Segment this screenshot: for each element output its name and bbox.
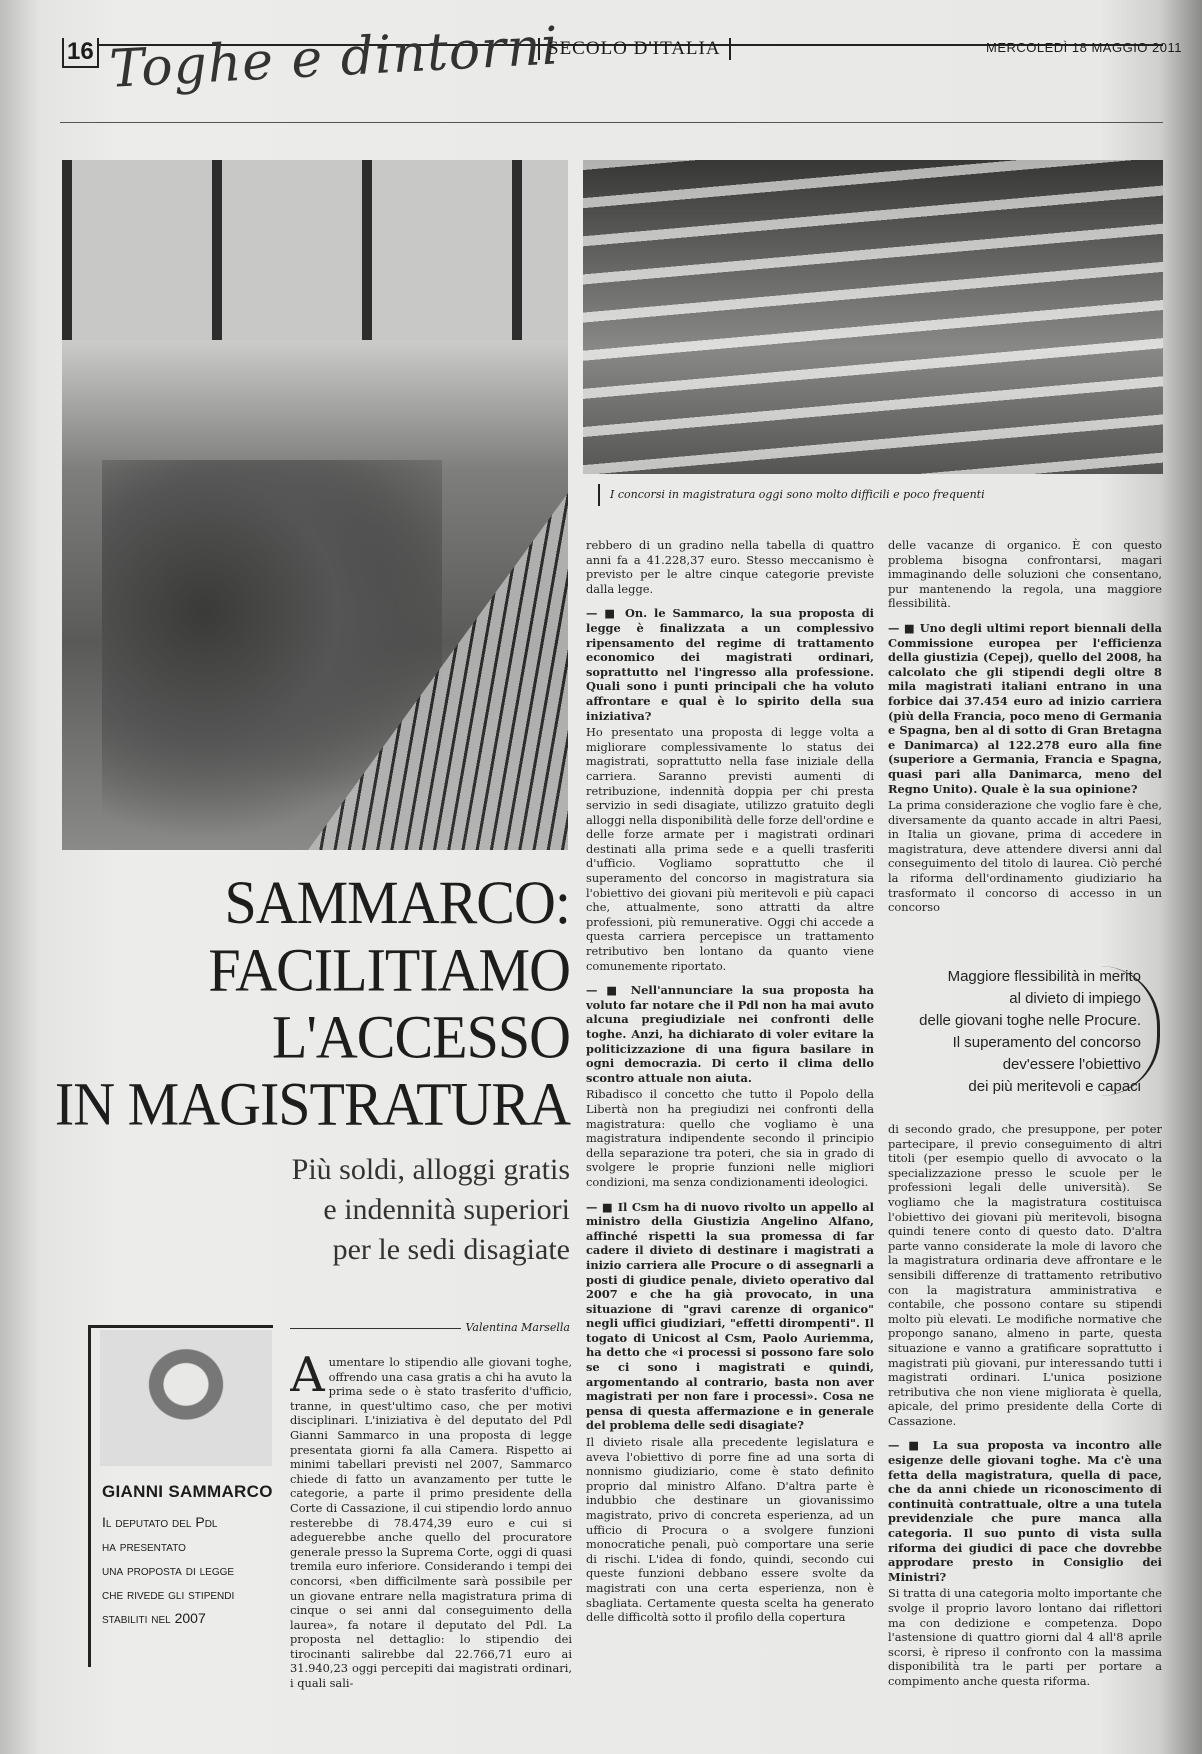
interview-question: — ■ On. le Sammarco, la sua proposta di legge è finalizzata a un complessivo ripensamento del regime di trattamento economico dei magistrati ordinari, soprattutto nel l'ingresso alla professione. Quali sono i punti principali che ha voluto affrontare e qual è lo spirito della sua iniziativa? bbox=[586, 606, 874, 723]
interview-question: — ■ Uno degli ultimi report biennali della Commissione europea per l'efficienza della giustizia (Cepej), quello del 2008, ha calcolato che gli stipendi degli oltre 8 mila magistrati italiani entrano in una forbice dai 37.454 euro ad inizio carriera (più della Francia, poco meno di Germania e Spagna, ben al di sotto di Gran Bretagna e Danimarca) al 122.278 euro alla fine (superiore a Germania, Francia e Spagna, quasi pari alla Danimarca, meno del Regno Unito). Quale è la sua opinione? bbox=[888, 621, 1162, 796]
issue-date: MERCOLEDÌ 18 MAGGIO 2011 bbox=[986, 40, 1182, 55]
interview-answer: La prima considerazione che voglio fare è che, diversamente da quanto accade in altri Paesi, in Italia un giovane, prima di accedere in magistratura, deve attendere diversi anni dal conseguimento del titolo di laurea. Ciò perché la riforma dell'ordinamento giudiziario ha trasformato il concorso di accesso in un concorso bbox=[888, 798, 1162, 915]
byline-author: Valentina Marsella bbox=[461, 1321, 570, 1334]
article-subheadline bbox=[180, 1150, 570, 1270]
headline-line: IN MAGISTRATURA bbox=[54, 1070, 570, 1139]
article-column-3-top bbox=[888, 538, 1162, 946]
interview-answer: Ribadisco il concetto che tutto il Popolo della Libertà non ha pregiudizi nei confronti della magistratura: quello che vogliamo è una magistratura indipendente secondo il principio della separazione tra poteri, che sia in grado di svolgere le proprie funzioni nelle migliori condizioni, ma senza condizionamenti ideologici. bbox=[586, 1087, 874, 1189]
article-column-1 bbox=[290, 1355, 572, 1705]
author-desc-line: una proposta di legge bbox=[102, 1562, 235, 1578]
interview-question: — ■ La sua proposta va incontro alle esigenze delle giovani toghe. Ma c'è una fetta della magistratura, quella di pace, che da anni chiede un riconoscimento di continuità contrattuale, oltre a una tutela previdenziale che pure manca alla categoria. Il suo punto di vista sulla riforma dei giudici di pace che dovrebbe approdare presto in Consiglio dei Ministri? bbox=[888, 1438, 1162, 1584]
subhead-line: Più soldi, alloggi gratis bbox=[291, 1153, 570, 1186]
pull-quote bbox=[880, 966, 1160, 1096]
section-title: Toghe e dintorni bbox=[108, 16, 561, 100]
pullquote-line: delle giovani toghe nelle Procure. bbox=[919, 1012, 1141, 1029]
author-portrait bbox=[100, 1330, 272, 1466]
page-number: 16 bbox=[62, 38, 99, 68]
author-desc-line: Il deputato del Pdl bbox=[102, 1514, 218, 1530]
article-headline bbox=[40, 870, 570, 1139]
article-paragraph: rebbero di un gradino nella tabella di quattro anni fa a 41.228,37 euro. Stesso meccanismo è previsto per le altre cinque categorie previste dalla legge. bbox=[586, 538, 874, 596]
photo-magistrates-ceremony bbox=[62, 160, 568, 850]
headline-line: SAMMARCO: bbox=[224, 868, 570, 937]
article-paragraph: Aumentare lo stipendio alle giovani toghe, offrendo una casa gratis a chi ha avuto la prima sede o è stato trasferito d'ufficio, tranne, in quest'ultimo caso, che per motivi disciplinari. L'iniziativa è del deputato del Pdl Gianni Sammarco in una proposta di legge presentata giorni fa alla Camera. Rispetto ai minimi tabellari previsti nel 2007, Sammarco chiede di fatto un avanzamento per tutte le categorie, a parte il primo presidente della Corte di Cassazione, il cui stipendio lordo annuo resterebbe di 78.474,39 euro e cui si adeguerebbe anche quello del procuratore generale presso la Suprema Corte, oggi di quasi tremila euro inferiore. Considerando i tempi dei concorsi, «ben difficilmente sarà possibile per un giovane entrare nella magistratura prima di cinque o sei anni dal conseguimento della laurea», fa notare il deputato del Pdl. La proposta nel dettaglio: lo stipendio dei tirocinanti salirebbe dal 22.766,71 euro ai 31.940,23 oggi percepiti dai magistrati ordinari, i quali sali- bbox=[290, 1355, 572, 1691]
subhead-line: e indennità superiori bbox=[323, 1193, 570, 1226]
author-desc-line: ha presentato bbox=[102, 1538, 186, 1554]
byline bbox=[290, 1321, 570, 1342]
author-desc-line: che rivede gli stipendi bbox=[102, 1586, 235, 1602]
subhead-line: per le sedi disagiate bbox=[332, 1233, 570, 1266]
photo-desk-rows bbox=[583, 160, 1163, 474]
interview-question: — ■ Nell'annunciare la sua proposta ha voluto far notare che il Pdl non ha mai avuto alcuna pregiudiziale nei confronti delle toghe. Anzi, ha dichiarato di voler evitare la politicizzazione di una figura basilare in ogni democrazia. Di certo il clima dello scontro attuale non aiuta. bbox=[586, 983, 874, 1085]
article-column-3-bottom bbox=[888, 1122, 1162, 1722]
author-name: GIANNI SAMMARCO bbox=[102, 1482, 273, 1501]
article-paragraph: di secondo grado, che presuppone, per poter partecipare, il previo conseguimento di altri titoli (per esempio quello di avvocato o la specializzazione presso le scuole per le professioni legali delle università). Se vogliamo che la magistratura costituisca l'obiettivo dei giovani più meritevoli, bisogna quindi tenere conto di questo dato. D'altra parte vanno considerate la mole di lavoro che la magistratura ordinaria deve affrontare e le sensibili differenze di trattamento retributivo con la magistratura amministrativa e contabile, che possono contare su stipendi molto più elevati. Le modifiche normative che propongo sanano, almeno in parte, questa situazione e vanno a gratificare soprattutto i magistrati più giovani, pur interessando tutti i magistrati ordinari. L'unica posizione retributiva che non viene migliorata è quella, apicale, del primo presidente della Corte di Cassazione. bbox=[888, 1122, 1162, 1428]
photo-window-detail bbox=[62, 160, 568, 340]
author-desc-line: stabiliti nel 2007 bbox=[102, 1610, 206, 1626]
article-paragraph: delle vacanze di organico. È con questo problema bisogna confrontarsi, magari immaginando delle soluzioni che consentano, pur mantenendo la regola, una maggiore flessibilità. bbox=[888, 538, 1162, 611]
pullquote-line: Il superamento del concorso bbox=[952, 1034, 1141, 1051]
interview-answer: Ho presentato una proposta di legge volta a migliorare complessivamente lo status dei magistrati, soprattutto nella fase iniziale della carriera. Saranno previsti aumenti di retribuzione, indennità doppia per chi presta servizio in sedi disagiate, utilizzo gratuito degli alloggi nella disponibilità delle forze dell'ordine e delle forze armate per i magistrati ordinari destinati alla prima sede e a quelli trasferiti d'ufficio. Vogliamo soprattutto che il superamento del concorso in magistratura sia l'obiettivo dei giovani più meritevoli e più capaci che, attualmente, sono attratti da altre professioni, più remunerative. Oggi chi accede a questa carriera percepisce un trattamento retributivo ben lontano da quanto viene comunemente riportato. bbox=[586, 725, 874, 973]
interview-question: — ■ Il Csm ha di nuovo rivolto un appello al ministro della Giustizia Angelino Alfano, affinché rispetti la sua promessa di far cadere il divieto di destinare i magistrati a inizio carriera alle Procure o di assegnarli a posti di giudice penale, divieto operativo dal 2007 e che ha già provocato, in una situazione di "gravi carenze di organico" negli uffici giudiziari, "effetti dirompenti". Il togato di Unicost al Csm, Paolo Auriemma, ha detto che «i processi si possono fare solo se ci sono i magistrati e quindi, argomentando al contrario, basta non aver magistrati per non fare i processi». Cosa ne pensa di questa affermazione e in generale del problema delle sedi disagiate? bbox=[586, 1200, 874, 1434]
pullquote-line: dev'essere l'obiettivo bbox=[1002, 1056, 1141, 1073]
article-column-2 bbox=[586, 538, 874, 1708]
interview-answer: Il divieto risale alla precedente legislatura e aveva l'obiettivo di porre fine ad una sorta di nonnismo giudiziario, come è stato definito proprio dal ministro Alfano. D'altra parte è indubbio che destinare un giovanissimo magistrato, privo di concreta esperienza, ad un ufficio di Procura o a svolgere funzioni monocratiche penali, può comportare una serie di rischi. L'idea di fondo, quindi, secondo cui queste funzioni debbano essere svolte da magistrati con una certa esperienza, non è sbagliata. Certamente questa scelta ha generato delle difficoltà sotto il profilo della copertura bbox=[586, 1435, 874, 1625]
newspaper-name: SECOLO D'ITALIA bbox=[538, 38, 731, 60]
headline-line: FACILITIAMO bbox=[208, 935, 570, 1004]
interview-answer: Si tratta di una categoria molto importante che svolge il proprio lavoro lontano dai riflettori ma con dedizione e competenza. Dopo l'astensione di quattro giorni dal 4 all'8 aprile scorsi, è ripreso il confronto con la massima disponibilità tra le parti per portare a compimento anche questa riforma. bbox=[888, 1586, 1162, 1688]
photo-exam-hall bbox=[583, 160, 1163, 474]
header-underline bbox=[60, 122, 1163, 123]
headline-line: L'ACCESSO bbox=[272, 1002, 570, 1072]
author-description bbox=[102, 1510, 272, 1630]
pullquote-line: al divieto di impiego bbox=[1009, 990, 1141, 1007]
pullquote-line: Maggiore flessibilità in merito bbox=[947, 968, 1141, 985]
photo-caption: I concorsi in magistratura oggi sono molto difficili e poco frequenti bbox=[598, 484, 985, 506]
pullquote-line: dei più meritevoli e capaci bbox=[968, 1078, 1141, 1095]
